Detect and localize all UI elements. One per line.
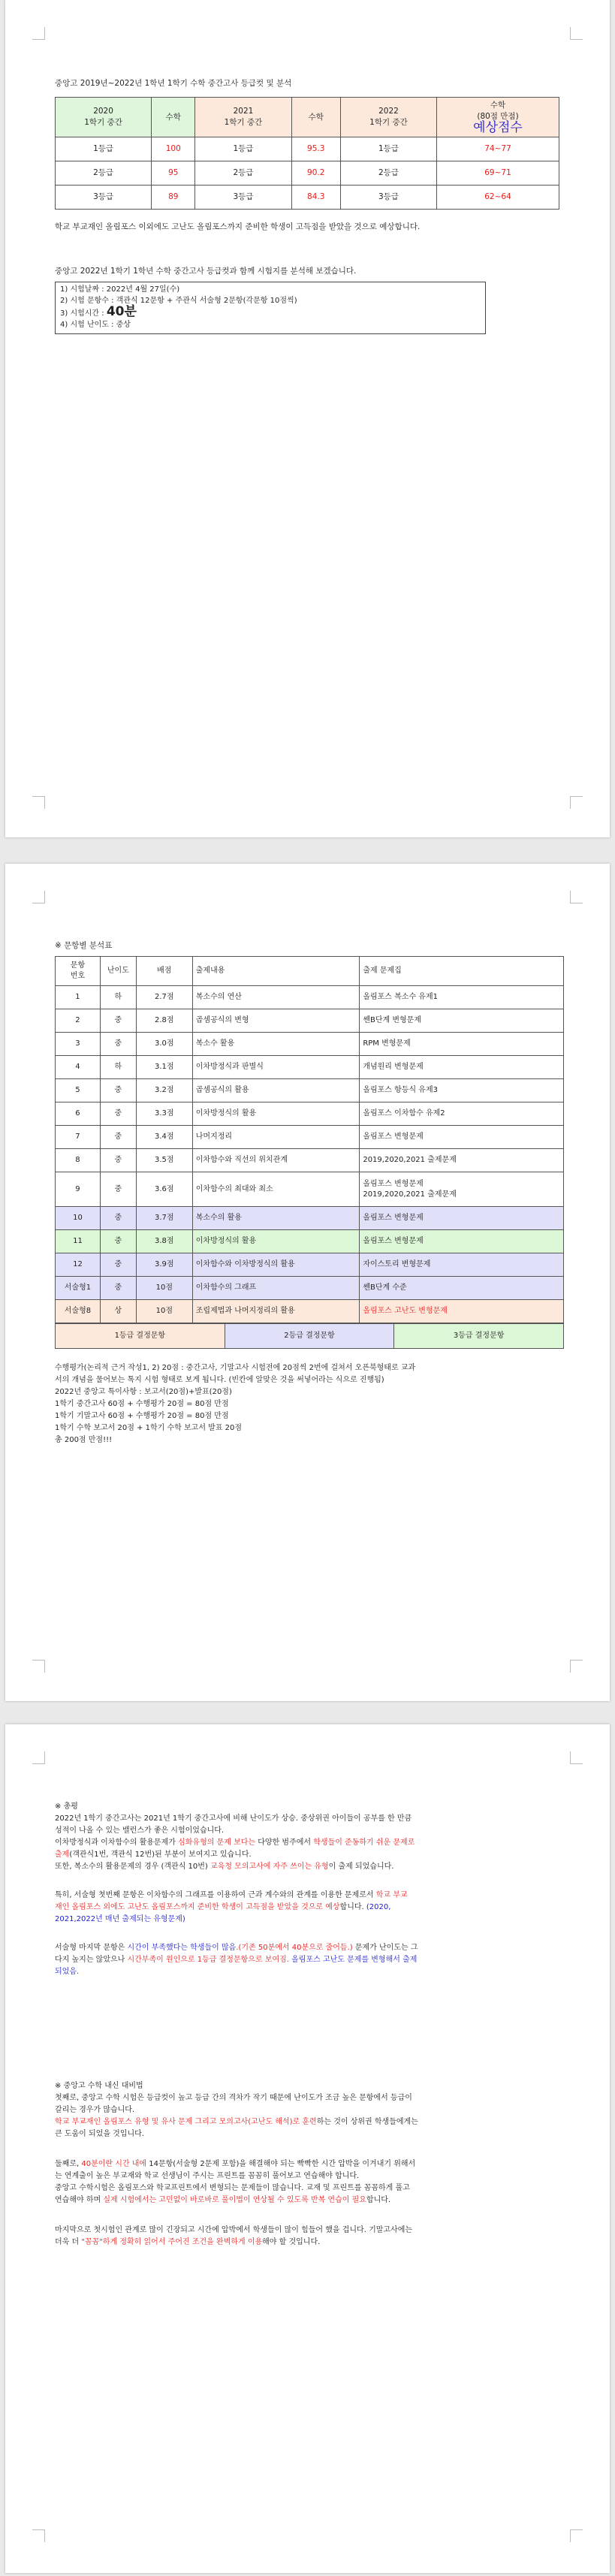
text-span: 더욱 더 <box>55 2238 82 2246</box>
item-no: 3 <box>56 1033 101 1056</box>
grade-cut-value: 89 <box>152 186 195 210</box>
item-source: 올림포스 이차함수 유제2 <box>360 1102 564 1126</box>
item-points: 3.6점 <box>136 1172 192 1207</box>
item-difficulty: 중 <box>100 1230 136 1253</box>
table-row <box>56 1207 564 1230</box>
text-line: 는 연계출이 높은 부교재와 학교 선생님이 주시는 프린트를 꼼꼼히 풀어보고 연습해야 합니다. <box>55 2172 360 2180</box>
item-points: 3.3점 <box>136 1102 192 1126</box>
highlight-text: 출제 <box>55 1851 70 1859</box>
text-span: (객관식1번, 객관식 12번)된 부분이 보여지고 있습니다. <box>69 1851 252 1859</box>
text-line: 중앙고 수학시험은 올림포스와 학교프린트에서 변형되는 문제들이 많습니다. 교재 및 프린트를 꼼꼼하게 풀고 <box>55 2184 410 2192</box>
crop-mark <box>570 1751 583 1764</box>
text-span: 연습해야 하며 <box>55 2196 104 2204</box>
predicted-score: 69~71 <box>437 161 559 186</box>
item-difficulty: 중 <box>100 1033 136 1056</box>
text-line <box>55 2237 559 2249</box>
item-content: 이차함수의 그래프 <box>192 1277 360 1300</box>
table-row <box>56 137 559 161</box>
item-content: 나머지정리 <box>192 1126 360 1149</box>
text-line <box>55 1954 559 1966</box>
crop-mark <box>32 1751 45 1764</box>
item-source: 쎈B단계 변형문제 <box>360 1009 564 1033</box>
highlight-text: 심화유형의 문제 보다는 <box>178 1838 256 1847</box>
header-2022: 2022 1학기 중간 <box>340 98 436 137</box>
table-row <box>56 1102 564 1126</box>
item-difficulty: 중 <box>100 1277 136 1300</box>
highlight-text: 실제 시험에서는 고민없이 바로바로 풀이법이 연상될 수 있도록 반복 연습이 필요 <box>103 2196 366 2204</box>
exam-item-count: 2) 시험 문항수 : 객관식 12문항 + 주관식 서술형 2문항(각문항 10점씩) <box>60 297 297 305</box>
table-row <box>56 1033 564 1056</box>
highlight-text: "꼼꼼"하게 정확히 읽어서 주어진 조건을 완벽하게 이용 <box>81 2238 263 2246</box>
item-content: 조립제법과 나머지정리의 활용 <box>192 1300 360 1323</box>
text-line: 2022년 1학기 중간고사는 2021년 1학기 중간고사에 비해 난이도가 상승. 중상위권 아이들이 공부를 한 만큼 <box>55 1814 412 1823</box>
item-difficulty: 하 <box>100 986 136 1009</box>
exam-time <box>60 306 481 319</box>
text-span: 특히, 서술형 첫번째 문항은 이차함수의 그래프를 이용하여 근과 계수와의 관계를 이용한 문제로서 <box>55 1891 376 1899</box>
grade-cut-value: 90.2 <box>291 161 340 186</box>
item-source: 올림포스 변형문제 <box>360 1207 564 1230</box>
exam-time-label: 3) 시험시간 : <box>60 309 107 318</box>
exam-difficulty: 4) 시험 난이도 : 중상 <box>60 321 131 329</box>
text-span: 다지 높지는 않았으나 <box>55 1956 128 1964</box>
item-no: 12 <box>56 1253 101 1277</box>
crop-mark <box>570 796 583 809</box>
note-line: 2022년 중앙고 특이사항 : 보고서(20점)+발표(20점) <box>55 1388 232 1396</box>
text-span: 합니다. <box>366 2196 391 2204</box>
crop-mark <box>32 796 45 809</box>
grade-cut-value: 95 <box>152 161 195 186</box>
header-prediction-top: 수학 (80점 만점) <box>477 100 519 121</box>
text-line <box>55 1902 559 1914</box>
crop-mark <box>32 27 45 40</box>
legend-grade-3: 3등급 결정문항 <box>394 1324 564 1349</box>
review-paragraph-1 <box>55 1813 559 1873</box>
item-points: 3.8점 <box>136 1230 192 1253</box>
document-page-1 <box>5 0 610 837</box>
item-no: 5 <box>56 1079 101 1102</box>
text-line: 성적이 나올 수 있는 밸런스가 좋은 시험이었습니다. <box>55 1826 225 1835</box>
item-difficulty: 중 <box>100 1172 136 1207</box>
grade-legend <box>55 1323 564 1349</box>
item-no: 8 <box>56 1149 101 1172</box>
crop-mark <box>32 1660 45 1673</box>
grade-cut-table <box>55 97 559 210</box>
item-difficulty: 중 <box>100 1102 136 1126</box>
header-prediction-label: 예상점수 <box>473 119 523 135</box>
header-math-2021: 수학 <box>291 98 340 137</box>
item-content: 곱셈공식의 활용 <box>192 1079 360 1102</box>
text-span: 문제가 난이도는 그 <box>352 1944 418 1952</box>
header-2020: 2020 1학기 중간 <box>56 98 152 137</box>
exam-time-value: 40분 <box>106 304 137 319</box>
text-span: 하는 것이 상위권 학생들에게는 <box>316 2118 418 2126</box>
review-paragraph-2 <box>55 1890 559 1926</box>
text-line: 마지막으로 첫시험인 관계로 많이 긴장되고 시간에 압박에서 학생들이 많이 힘들어 했을 겁니다. 기말고사에는 <box>55 2226 413 2234</box>
crop-mark <box>570 27 583 40</box>
item-content: 이차함수와 직선의 위치관계 <box>192 1149 360 1172</box>
exam-info-box <box>55 282 486 334</box>
item-difficulty: 중 <box>100 1009 136 1033</box>
assessment-notes <box>55 1362 565 1446</box>
highlight-text: 재인 올림포스 외에도 고난도 올림포스까지 준비한 학생이 고득점을 받았을 것으로 예상 <box>55 1903 340 1911</box>
item-source: 올림포스 항등식 유제3 <box>360 1079 564 1102</box>
item-source: 자이스토리 변형문제 <box>360 1253 564 1277</box>
grade-label: 3등급 <box>56 186 152 210</box>
table-row <box>56 161 559 186</box>
highlight-text: .(기존 50분에서 40분으로 줄어듬.) <box>236 1944 353 1952</box>
text-span: 해야 할 것입니다. <box>262 2238 321 2246</box>
note-line: 1학기 기말고사 60점 + 수행평가 20점 = 80점 만점 <box>55 1412 229 1420</box>
strategy-title: ※ 중앙고 수학 내신 대비법 <box>55 2082 143 2090</box>
table-row <box>56 186 559 210</box>
item-no: 9 <box>56 1172 101 1207</box>
grade-label: 2등급 <box>340 161 436 186</box>
text-line <box>55 2194 559 2206</box>
text-span: 14문항(서술형 2문제 포함)을 해결해야 되는 빡빡한 시간 압박을 이겨내기 위해서 <box>146 2160 416 2168</box>
header-source: 출제 문제집 <box>360 957 564 986</box>
item-no: 서술형8 <box>56 1300 101 1323</box>
text-line <box>55 1837 559 1849</box>
note-line: 1학기 중간고사 60점 + 수행평가 20점 = 80점 만점 <box>55 1400 229 1408</box>
item-points: 3.9점 <box>136 1253 192 1277</box>
note-line: 수행평가(논리적 근거 작성1, 2) 20점 : 중간고사, 기말고사 시험전에 20점씩 2번에 걸쳐서 오픈북형태로 교과 <box>55 1364 416 1372</box>
item-no: 10 <box>56 1207 101 1230</box>
item-analysis-title: ※ 문항별 분석표 <box>55 941 113 950</box>
crop-mark <box>570 1660 583 1673</box>
item-points: 3.2점 <box>136 1079 192 1102</box>
item-content: 이차방정식과 판별식 <box>192 1056 360 1079</box>
grade-label: 1등급 <box>56 137 152 161</box>
table-row <box>56 1277 564 1300</box>
grade-cut-value: 100 <box>152 137 195 161</box>
item-content: 곱셈공식의 변형 <box>192 1009 360 1033</box>
highlight-text: 학교 부교 <box>375 1891 408 1899</box>
table-row <box>56 1300 564 1323</box>
item-source: 올림포스 복소수 유제1 <box>360 986 564 1009</box>
text-line: 되었음. <box>55 1968 80 1976</box>
text-span: 둘째로, <box>55 2160 82 2168</box>
header-math-2020: 수학 <box>152 98 195 137</box>
item-points: 10점 <box>136 1300 192 1323</box>
header-points: 배점 <box>136 957 192 986</box>
table-row <box>56 1149 564 1172</box>
highlight-text: (2020, <box>366 1903 391 1911</box>
header-2021: 2021 1학기 중간 <box>195 98 291 137</box>
table-row <box>56 1126 564 1149</box>
table-row <box>56 1172 564 1207</box>
analysis-intro: 중앙고 2022년 1학기 1학년 수학 중간고사 등급컷과 함께 시험지를 분석해 보겠습니다. <box>55 267 357 276</box>
text-span: 이 출제 되었습니다. <box>328 1863 394 1871</box>
legend-grade-2: 2등급 결정문항 <box>225 1324 394 1349</box>
highlight-text: 시간이 부족했다는 학생들이 많음 <box>127 1944 237 1952</box>
grade-label: 1등급 <box>340 137 436 161</box>
item-content: 이차함수와 이차방정식의 활용 <box>192 1253 360 1277</box>
item-source: 올림포스 변형문제 <box>360 1230 564 1253</box>
table-row <box>56 1009 564 1033</box>
text-span: 또한, 복소수의 활용문제의 경우 (객관식 10번) <box>55 1863 210 1871</box>
highlight-text: 학생들이 준동하기 쉬운 문제로 <box>313 1838 415 1847</box>
text-line: 첫째로, 중앙고 수학 시험은 등급컷이 높고 등급 간의 격차가 작기 때문에 난이도가 조금 높은 문항에서 등급이 <box>55 2094 412 2102</box>
item-difficulty: 상 <box>100 1300 136 1323</box>
highlight-text: 40분이란 시간 내에 <box>81 2160 147 2168</box>
table-row <box>56 1253 564 1277</box>
item-source: RPM 변형문제 <box>360 1033 564 1056</box>
highlight-text: 올림포스 고난도 문제를 변형해서 출제 <box>291 1956 418 1964</box>
item-content: 이차방정식의 활용 <box>192 1230 360 1253</box>
table-row <box>56 986 564 1009</box>
table-row <box>56 1230 564 1253</box>
item-points: 3.5점 <box>136 1149 192 1172</box>
grade-cut-value: 95.3 <box>291 137 340 161</box>
general-review-title: ※ 총평 <box>55 1802 78 1811</box>
item-no: 6 <box>56 1102 101 1126</box>
item-no: 11 <box>56 1230 101 1253</box>
grade-label: 3등급 <box>195 186 291 210</box>
highlight-text: 학교 부교재인 올림포스 유형 및 유사 문제 그리고 모의고사(고난도 해석)로 훈련 <box>55 2118 317 2126</box>
item-content: 복소수의 활용 <box>192 1207 360 1230</box>
note-line: 총 200점 만점!!! <box>55 1436 113 1444</box>
crop-mark <box>570 2529 583 2542</box>
document-page-3 <box>5 1724 610 2573</box>
item-content: 이차함수의 최대와 최소 <box>192 1172 360 1207</box>
strategy-paragraph-3 <box>55 2225 559 2249</box>
item-points: 3.7점 <box>136 1207 192 1230</box>
item-difficulty: 하 <box>100 1056 136 1079</box>
item-content: 이차방정식의 활용 <box>192 1102 360 1126</box>
item-difficulty: 중 <box>100 1079 136 1102</box>
text-span: 합니다. <box>339 1903 366 1911</box>
strategy-paragraph-1 <box>55 2092 559 2140</box>
grade-label: 2등급 <box>56 161 152 186</box>
item-source: 2019,2020,2021 출제문제 <box>360 1149 564 1172</box>
crop-mark <box>570 891 583 903</box>
grade-label: 3등급 <box>340 186 436 210</box>
item-difficulty: 중 <box>100 1126 136 1149</box>
legend-grade-1: 1등급 결정문항 <box>56 1324 225 1349</box>
header-prediction <box>437 98 559 137</box>
header-item-no: 문항 번호 <box>56 957 101 986</box>
item-no: 서술형1 <box>56 1277 101 1300</box>
text-line: 2021,2022년 매년 출제되는 유형문제) <box>55 1915 185 1923</box>
grade-cut-value: 84.3 <box>291 186 340 210</box>
item-source: 올림포스 변형문제 <box>360 1126 564 1149</box>
item-content: 복소수 활용 <box>192 1033 360 1056</box>
item-source: 올림포스 변형문제 2019,2020,2021 출제문제 <box>360 1172 564 1207</box>
predicted-score: 74~77 <box>437 137 559 161</box>
document-page-2 <box>5 864 610 1701</box>
item-no: 4 <box>56 1056 101 1079</box>
exam-date: 1) 시험날짜 : 2022년 4월 27일(수) <box>60 285 180 294</box>
item-points: 10점 <box>136 1277 192 1300</box>
item-points: 3.0점 <box>136 1033 192 1056</box>
text-line <box>55 1861 559 1873</box>
item-points: 3.4점 <box>136 1126 192 1149</box>
highlight-text: 시간부족이 원인으로 1등급 결정문항으로 보여짐. <box>127 1956 292 1964</box>
review-paragraph-3 <box>55 1942 559 1978</box>
item-source: 개념원리 변형문제 <box>360 1056 564 1079</box>
predicted-score: 62~64 <box>437 186 559 210</box>
text-line: 큰 도움이 되었을 것입니다. <box>55 2130 144 2138</box>
grade-label: 1등급 <box>195 137 291 161</box>
text-span: 이차방정식과 이차함수의 활용문제가 <box>55 1838 179 1847</box>
item-source: 올림포스 고난도 변형문제 <box>360 1300 564 1323</box>
text-line <box>55 2158 559 2170</box>
header-difficulty: 난이도 <box>100 957 136 986</box>
text-line <box>55 1942 559 1954</box>
note-line: 1학기 수학 보고서 20점 + 1학기 수학 보고서 발표 20점 <box>55 1424 243 1432</box>
item-no: 2 <box>56 1009 101 1033</box>
item-points: 3.1점 <box>136 1056 192 1079</box>
item-difficulty: 중 <box>100 1253 136 1277</box>
note-line: 서의 개념을 물어보는 톡지 시험 형태로 보게 됩니다. (빈칸에 알맞은 것을 써넣어라는 식으로 진행됨) <box>55 1376 384 1384</box>
header-content: 출제내용 <box>192 957 360 986</box>
item-difficulty: 중 <box>100 1207 136 1230</box>
grade-label: 2등급 <box>195 161 291 186</box>
item-no: 7 <box>56 1126 101 1149</box>
text-span: 서술형 마지막 문항은 <box>55 1944 128 1952</box>
crop-mark <box>32 891 45 903</box>
text-line <box>55 1890 559 1902</box>
item-difficulty: 중 <box>100 1149 136 1172</box>
text-span: 다양한 범주에서 <box>255 1838 314 1847</box>
item-no: 1 <box>56 986 101 1009</box>
analysis-note: 학교 부교재인 올림포스 이외에도 고난도 올림포스까지 준비한 학생이 고득점을 받았을 것으로 예상합니다. <box>55 222 421 231</box>
item-points: 2.8점 <box>136 1009 192 1033</box>
item-content: 복소수의 연산 <box>192 986 360 1009</box>
item-analysis-table <box>55 956 564 1323</box>
text-line <box>55 2116 559 2128</box>
highlight-text: 교육청 모의고사에 자주 쓰이는 유형 <box>210 1863 329 1871</box>
table-row <box>56 1056 564 1079</box>
table-row <box>56 1079 564 1102</box>
text-line: 갈리는 경우가 많습니다. <box>55 2106 135 2114</box>
text-line <box>55 1849 559 1861</box>
crop-mark <box>32 2529 45 2542</box>
grade-cut-title: 중앙고 2019년~2022년 1학년 1학기 수학 중간고사 등급컷 및 분석 <box>55 79 292 88</box>
strategy-paragraph-2 <box>55 2158 559 2206</box>
item-points: 2.7점 <box>136 986 192 1009</box>
item-source: 쎈B단계 수준 <box>360 1277 564 1300</box>
